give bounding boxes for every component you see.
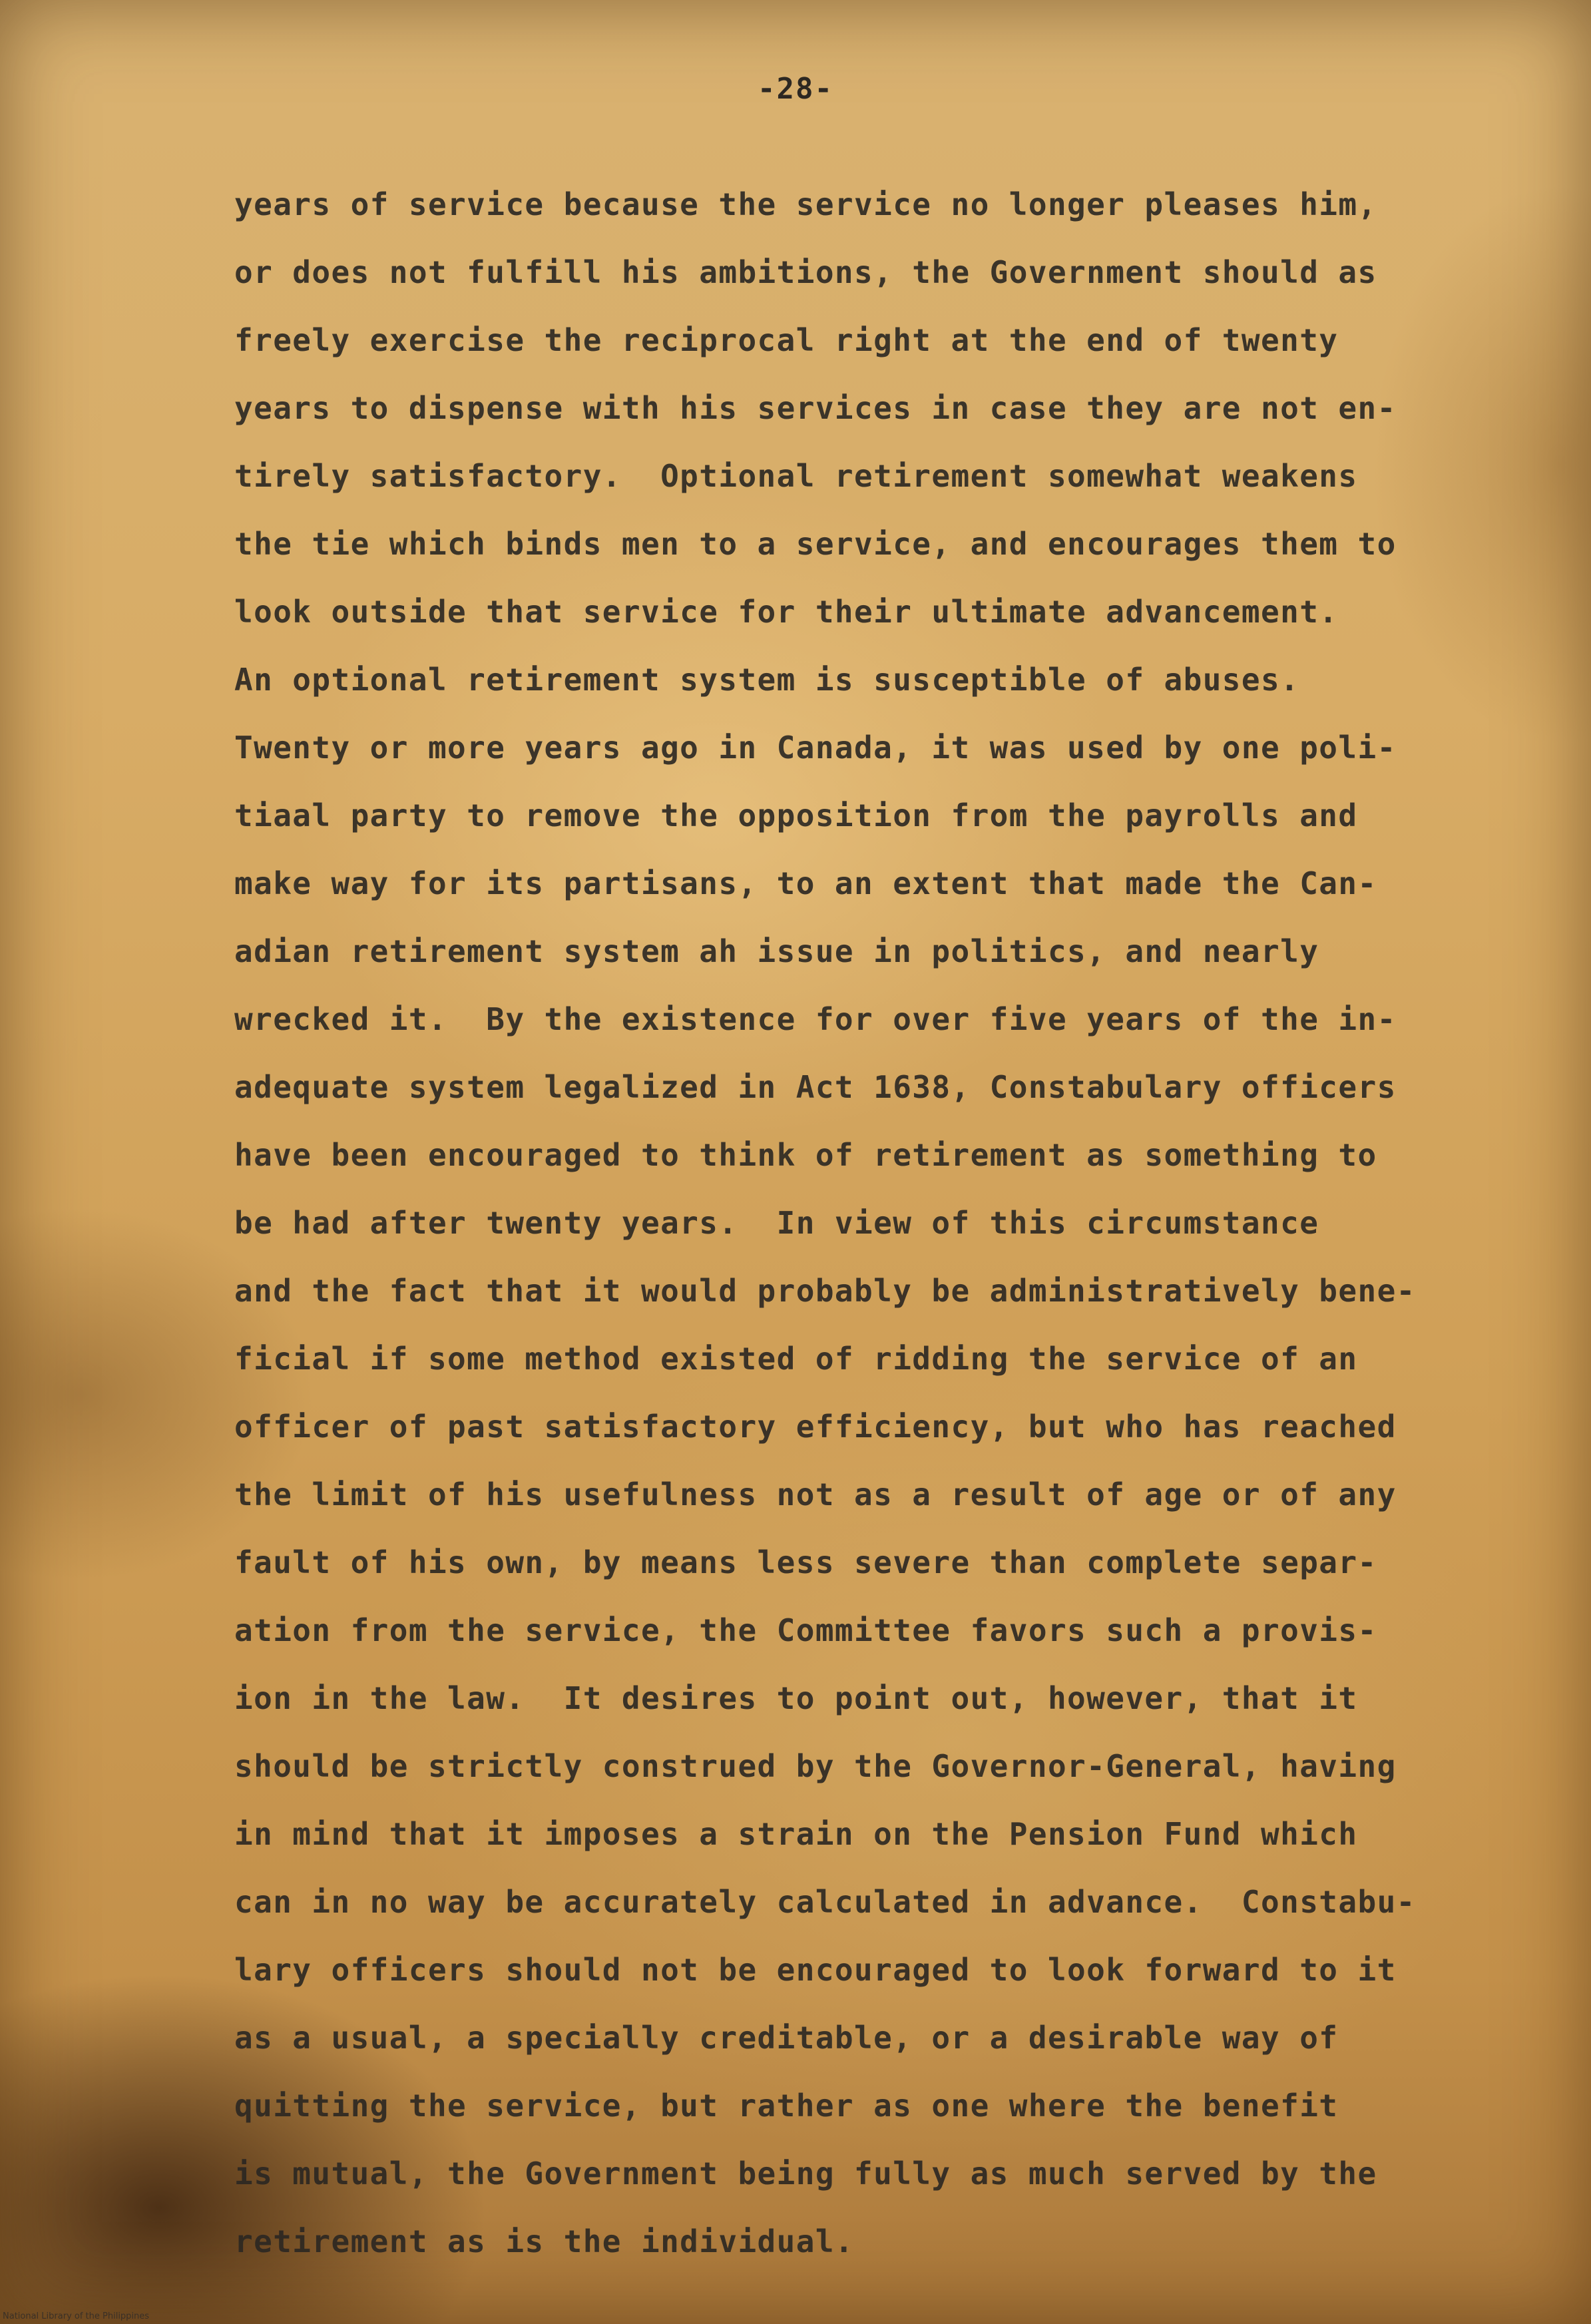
text-line: freely exercise the reciprocal right at the end of twenty xyxy=(234,322,1339,358)
text-line: adian retirement system ah issue in politics, and nearly xyxy=(234,933,1319,969)
text-line: years of service because the service no longer pleases him, xyxy=(234,186,1377,222)
footer-caption: National Library of the Philippines xyxy=(3,2311,150,2321)
text-line: wrecked it. By the existence for over five years of the in- xyxy=(234,1001,1397,1037)
text-line: in mind that it imposes a strain on the Pension Fund which xyxy=(234,1816,1358,1852)
text-line: tiaal party to remove the opposition from the payrolls and xyxy=(234,798,1358,833)
text-line: Twenty or more years ago in Canada, it was used by one poli- xyxy=(234,730,1397,766)
text-line: lary officers should not be encouraged to look forward to it xyxy=(234,1952,1397,1988)
text-line: the limit of his usefulness not as a result of age or of any xyxy=(234,1477,1397,1512)
text-line: fault of his own, by means less severe than complete separ- xyxy=(234,1544,1377,1580)
text-line: be had after twenty years. In view of this circumstance xyxy=(234,1205,1319,1241)
text-line: adequate system legalized in Act 1638, Constabulary officers xyxy=(234,1069,1397,1105)
text-line: quitting the service, but rather as one where the benefit xyxy=(234,2088,1339,2124)
text-line: the tie which binds men to a service, and encourages them to xyxy=(234,526,1397,562)
text-line: ation from the service, the Committee favors such a provis- xyxy=(234,1612,1377,1648)
text-line: make way for its partisans, to an extent that made the Can- xyxy=(234,865,1377,901)
page-number: -28- xyxy=(758,72,833,106)
text-line: retirement as is the individual. xyxy=(234,2223,855,2259)
text-line: An optional retirement system is susceptible of abuses. xyxy=(234,662,1300,698)
text-line: look outside that service for their ultimate advancement. xyxy=(234,594,1339,630)
text-line: years to dispense with his services in case they are not en- xyxy=(234,390,1397,426)
text-line: have been encouraged to think of retirement as something to xyxy=(234,1137,1377,1173)
text-line: ficial if some method existed of ridding the service of an xyxy=(234,1341,1358,1377)
text-line: is mutual, the Government being fully as much served by the xyxy=(234,2156,1377,2192)
text-line: or does not fulfill his ambitions, the Government should as xyxy=(234,254,1377,290)
body-text xyxy=(234,170,1499,2275)
text-line: officer of past satisfactory efficiency, but who has reached xyxy=(234,1409,1397,1445)
text-line: tirely satisfactory. Optional retirement somewhat weakens xyxy=(234,458,1358,494)
text-line: should be strictly construed by the Governor-General, having xyxy=(234,1748,1397,1784)
text-line: as a usual, a specially creditable, or a desirable way of xyxy=(234,2020,1339,2056)
text-line: and the fact that it would probably be administratively bene- xyxy=(234,1273,1416,1309)
text-line: ion in the law. It desires to point out, however, that it xyxy=(234,1680,1358,1716)
text-line: can in no way be accurately calculated in advance. Constabu- xyxy=(234,1884,1416,1920)
